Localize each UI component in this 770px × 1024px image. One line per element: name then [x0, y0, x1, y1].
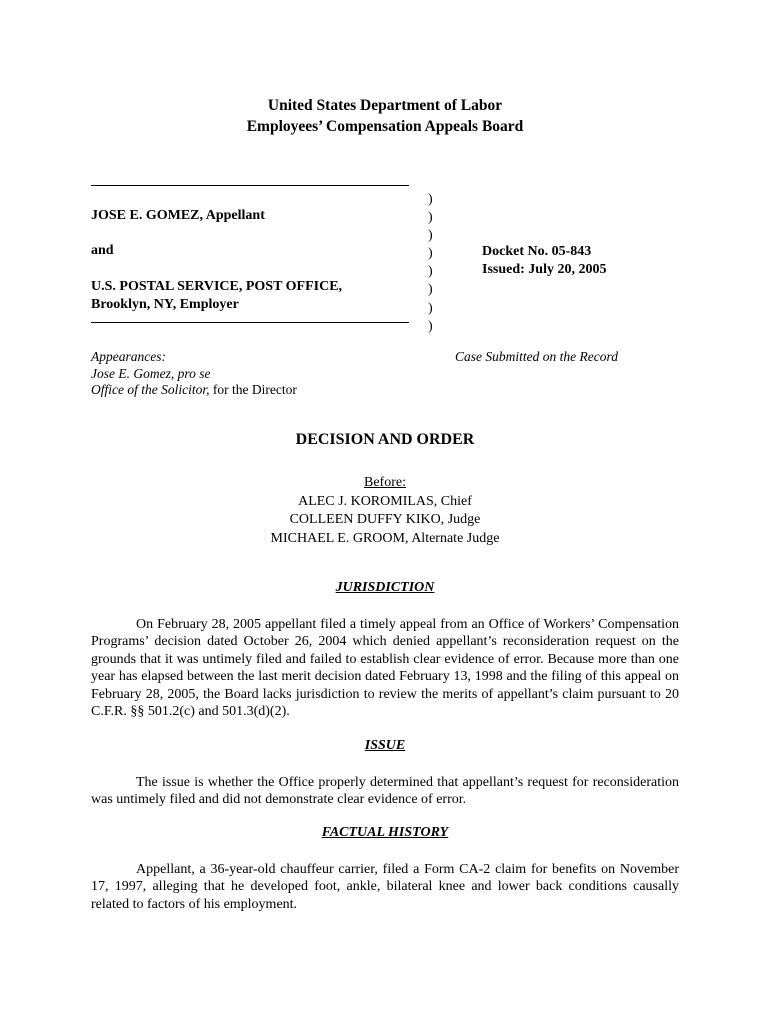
caption-parentheses [428, 191, 433, 336]
case-submitted-note: Case Submitted on the Record [455, 349, 618, 364]
paren: ) [428, 210, 433, 226]
director-representative [91, 382, 297, 399]
factual-history-heading: FACTUAL HISTORY [321, 825, 449, 840]
appellant-name: JOSE E. GOMEZ, Appellant [91, 208, 265, 223]
judges-panel [0, 474, 770, 548]
caption-top-rule [91, 185, 409, 186]
paren: ) [428, 300, 433, 316]
paren: ) [428, 246, 433, 262]
appearances-label: Appearances: [91, 349, 166, 364]
factual-history-paragraph: Appellant, a 36-year-old chauffeur carrier, filed a Form CA-2 claim for benefits on November 17, 1997, alleging that he developed foot, ankle, bilateral knee and lower back conditions causally related to factors of his employment. [91, 862, 679, 912]
paren: ) [428, 264, 433, 280]
agency-header [0, 95, 770, 137]
judge-chief: ALEC J. KOROMILAS, Chief [298, 493, 472, 509]
appellant-representative: Jose E. Gomez, pro se [91, 365, 211, 381]
case-caption [91, 185, 409, 323]
employer-line-1: U.S. POSTAL SERVICE, POST OFFICE, [91, 279, 343, 294]
caption-and: and [91, 243, 114, 258]
jurisdiction-paragraph: On February 28, 2005 appellant filed a timely appeal from an Office of Workers’ Compensation Programs’ decision dated October 26, 2004 which denied appellant’s reconsideration request on the grounds that it was untimely filed and failed to establish clear evidence of error. Because more than one year has elapsed between the last merit decision dated February 13, 1998 and the filing of this appeal on February 28, 2005, the Board lacks jurisdiction to review the merits of appellant’s claim pursuant to 20 C.F.R. §§ 501.2(c) and 501.3(d)(2). [91, 617, 679, 720]
docket-info [482, 243, 606, 279]
employer-line-2: Brooklyn, NY, Employer [91, 297, 239, 312]
board-name: Employees’ Compensation Appeals Board [246, 118, 524, 135]
paren: ) [428, 282, 433, 298]
jurisdiction-heading: JURISDICTION [335, 580, 435, 595]
paren: ) [428, 192, 433, 207]
director-label: for the Director [209, 382, 297, 397]
solicitor-office: Office of the Solicitor, [91, 382, 210, 397]
issued-date: Issued: July 20, 2005 [482, 262, 607, 277]
issue-heading: ISSUE [364, 738, 406, 753]
issue-paragraph: The issue is whether the Office properly determined that appellant’s request for reconsideration was untimely filed and did not demonstrate clear evidence of error. [91, 775, 679, 808]
docket-number: Docket No. 05-843 [482, 244, 592, 259]
decision-title: DECISION AND ORDER [295, 431, 475, 448]
paren: ) [428, 228, 433, 244]
judge-kiko: COLLEEN DUFFY KIKO, Judge [289, 512, 481, 528]
appearances-block [91, 349, 297, 399]
agency-name: United States Department of Labor [267, 97, 503, 114]
paren: ) [428, 318, 433, 334]
caption-bottom-rule [91, 322, 409, 323]
before-label: Before: [364, 475, 406, 490]
judge-groom: MICHAEL E. GROOM, Alternate Judge [270, 530, 500, 546]
